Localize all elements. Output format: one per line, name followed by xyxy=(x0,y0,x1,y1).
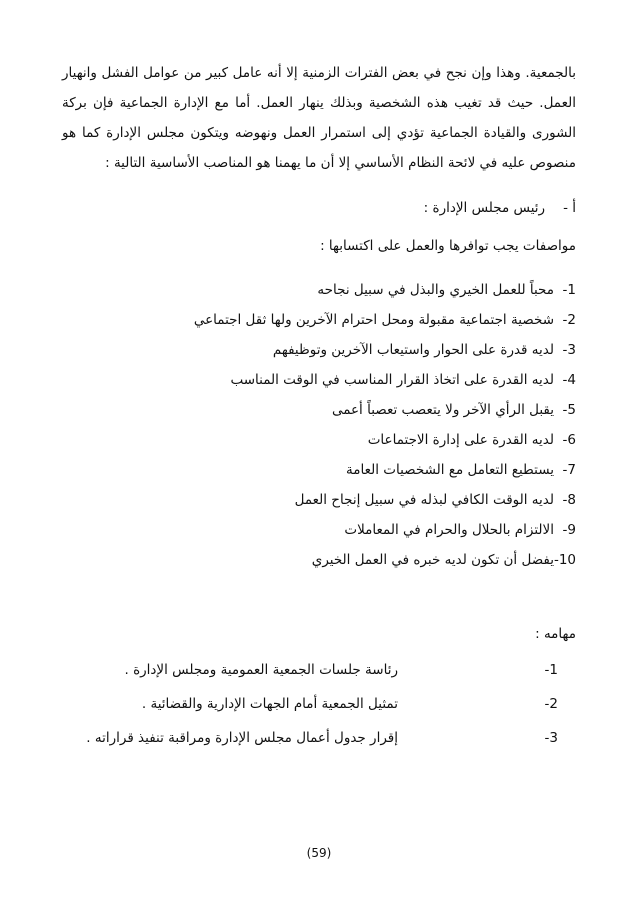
intro-paragraph: بالجمعية. وهذا وإن نجح في بعض الفترات الزمنية إلا أنه عامل كبير من عوامل الفشل وانهيار العمل. حيث قد تغيب هذه الشخصية وبذلك ينهار العمل. أما مع الإدارة الجماعية فإن بركة الشورى والقيادة الجماعية تؤدي إلى استمرار العمل ونهوضه ويتكون مجلس الإدارة كما هو منصوص عليه في لائحة النظام الأساسي إلا أن ما يهمنا هو المناصب الأساسية التالية : xyxy=(62,65,576,171)
section-a-letter: أ - xyxy=(563,200,576,216)
item-text: تمثيل الجمعية أمام الجهات الإدارية والقضائية . xyxy=(141,696,398,712)
list-item xyxy=(180,485,576,515)
item-number: 6- xyxy=(562,432,576,448)
section-a-title: رئيس مجلس الإدارة : xyxy=(423,200,546,216)
item-number: 1- xyxy=(562,282,576,298)
list-item xyxy=(62,721,558,755)
item-text: شخصية اجتماعية مقبولة ومحل احترام الآخرين ولها ثقل اجتماعي xyxy=(193,312,554,328)
item-number: 4- xyxy=(562,372,576,388)
item-number: 2- xyxy=(562,312,576,328)
list-item xyxy=(180,275,576,305)
list-item xyxy=(180,425,576,455)
list-item xyxy=(62,305,576,335)
item-number: 8- xyxy=(562,492,576,508)
item-number: 3- xyxy=(562,342,576,358)
list-item xyxy=(180,335,576,365)
item-number: 2- xyxy=(544,696,558,712)
item-text: لديه قدرة على الحوار واستيعاب الآخرين وتوظيفهم xyxy=(272,342,554,358)
item-number: 9- xyxy=(562,522,576,538)
item-text: لديه القدرة على اتخاذ القرار المناسب في الوقت المناسب xyxy=(230,372,554,388)
item-number: 10- xyxy=(553,552,576,568)
item-text: الالتزام بالحلال والحرام في المعاملات xyxy=(344,522,554,538)
item-text: محباً للعمل الخيري والبذل في سبيل نجاحه xyxy=(317,282,554,298)
list-item xyxy=(62,687,558,721)
qualifications-heading: مواصفات يجب توافرها والعمل على اكتسابها : xyxy=(320,238,576,254)
list-item xyxy=(62,653,558,687)
list-item xyxy=(180,545,576,575)
page-number: (59) xyxy=(306,846,332,860)
item-text: يقبل الرأي الآخر ولا يتعصب تعصباً أعمى xyxy=(331,402,554,418)
list-item xyxy=(180,515,576,545)
list-item xyxy=(180,455,576,485)
list-item xyxy=(180,365,576,395)
section-a-heading xyxy=(424,198,576,218)
item-text: إقرار جدول أعمال مجلس الإدارة ومراقبة تنفيذ قراراته . xyxy=(86,730,398,746)
item-number: 1- xyxy=(544,662,558,678)
tasks-list-body xyxy=(62,653,558,755)
item-number: 3- xyxy=(544,730,558,746)
item-text: يستطيع التعامل مع الشخصيات العامة xyxy=(346,462,554,478)
qualifications-list xyxy=(180,275,576,575)
list-item xyxy=(180,395,576,425)
item-text: لديه القدرة على إدارة الاجتماعات xyxy=(367,432,554,448)
tasks-heading: مهامه : xyxy=(535,626,576,642)
item-text: رئاسة جلسات الجمعية العمومية ومجلس الإدارة . xyxy=(124,662,398,678)
item-text: يفضل أن تكون لديه خبره في العمل الخيري xyxy=(311,552,554,568)
item-number: 5- xyxy=(562,402,576,418)
item-text: لديه الوقت الكافي لبذله في سبيل إنجاح العمل xyxy=(294,492,554,508)
item-number: 7- xyxy=(562,462,576,478)
